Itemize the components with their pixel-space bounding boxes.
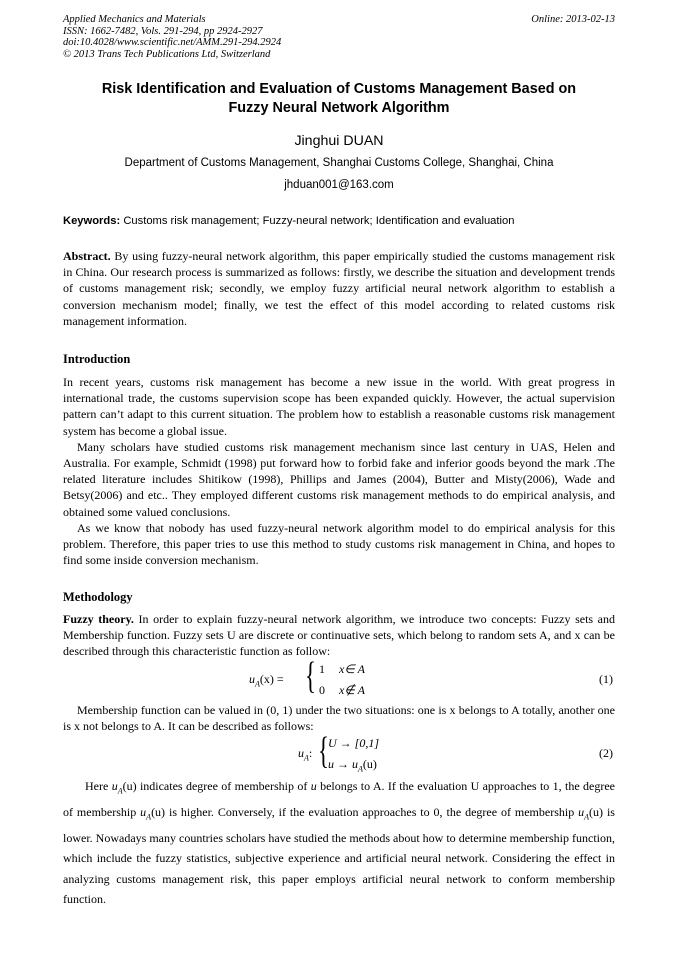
inline-uA-1 bbox=[111, 779, 137, 796]
final-text-e: is lower. Nowadays many countries scholars have studied the methods about how to determine membership function, which include the fuzzy statistics, subjective experience and artificial neural network. Considering the effect in analyzing customs management risk, this paper employs artificial neural network to conform membership function. bbox=[63, 804, 615, 907]
inline-uA-2-arg: (u) bbox=[151, 804, 166, 819]
eq2-line-2b: (u) bbox=[362, 757, 377, 771]
inline-uA-3-sub: A bbox=[584, 812, 590, 822]
fuzzy-theory-paragraph bbox=[63, 611, 615, 660]
keywords bbox=[63, 214, 615, 229]
equation-2: $u_A$: { U → [0,1] $u \to u_A(u)$ bbox=[298, 730, 380, 774]
author-affiliation: Department of Customs Management, Shanghai Customs College, Shanghai, China bbox=[124, 157, 554, 169]
intro-paragraph-1: In recent years, customs risk management has become a new issue in the world. With great progress in international trade, the customs supervision scope has been expanded quickly. However, the actual supervision pattern can’t adapt to this current situation. The problem how to establish a reasonable customs risk management system has become a global issue. bbox=[63, 375, 615, 438]
online-date: Online: 2013-02-13 bbox=[531, 14, 615, 25]
journal-name: Applied Mechanics and Materials bbox=[63, 14, 206, 25]
abstract-text: By using fuzzy-neural network algorithm, this paper empirically studied the customs management risk in China. Our research process is summarized as follows: firstly, we describe the situation and development trends of customs management risk; secondly, we employ fuzzy artificial neural network algorithm to establish a conversion mechanism model; finally, we test the effect of this model according to related customs risk management information. bbox=[63, 249, 615, 328]
intro-paragraph-3: As we know that nobody has used fuzzy-neural network algorithm model to do empirical analysis for this problem. Therefore, this paper tries to use this method to study customs risk management in China, and hopes to find some inside conversion mechanism. bbox=[63, 520, 615, 568]
eq1-case2-value: 0 bbox=[319, 683, 325, 697]
eq1-case1-value: 1 bbox=[319, 662, 325, 676]
inline-uA-2-u: u bbox=[140, 804, 147, 819]
journal-header bbox=[63, 14, 615, 60]
eq1-case2-condition: x∉ A bbox=[339, 683, 365, 697]
eq1-lhs: u bbox=[249, 672, 255, 686]
equation-2-number: (2) bbox=[599, 746, 613, 760]
equation-1: $u_A(x)$ = { 1 x∈ A 0 x∉ A bbox=[249, 655, 365, 697]
membership-text: Membership function can be valued in (0, 1) under the two situations: one is x belongs to A totally, another one is x not belongs to A. It can be described as follows: bbox=[63, 703, 615, 734]
inline-uA-2 bbox=[140, 804, 166, 822]
final-paragraph bbox=[63, 776, 615, 910]
fuzzy-theory-text: In order to explain fuzzy-neural network algorithm, we introduce two concepts: Fuzzy sets and Membership function. Fuzzy sets U are discrete or continuative sets, which belong to random sets A, and x can be described through this characteristic function as follow: bbox=[63, 612, 615, 659]
inline-uA-1-sub: A bbox=[117, 786, 123, 796]
inline-u: u bbox=[310, 779, 317, 793]
final-text-b: indicates degree of membership of bbox=[136, 779, 311, 793]
doi-line: doi:10.4028/www.scientific.net/AMM.291-294.2924 bbox=[63, 37, 282, 49]
title-line-1: Risk Identification and Evaluation of Customs Management Based on bbox=[101, 81, 577, 97]
final-text-d: is higher. Conversely, if the evaluation approaches to 0, the degree of membership bbox=[165, 804, 579, 819]
eq2-line-1: U → [0,1] bbox=[328, 736, 380, 750]
author-name: Jinghui DUAN bbox=[294, 133, 384, 149]
copyright-line: © 2013 Trans Tech Publications Ltd, Switzerland bbox=[63, 48, 271, 60]
intro-paragraph-2: Many scholars have studied customs risk management mechanism since last century in UAS, Helen and Australia. For example, Schmidt (1998) put forward how to forbid fake and inferior goods beyond the mark .The related literature includes Shitikow (1998), Phillips and James (2004), Butter and Misty(2006), Wade and Betsy(2006) and etc.. They employed different customs risk management methods to do empirical analysis, and obtained some valued conclusions. bbox=[63, 439, 615, 519]
methodology-heading: Methodology bbox=[63, 590, 133, 604]
fuzzy-theory-label: Fuzzy theory. bbox=[63, 612, 134, 626]
issn-line: ISSN: 1662-7482, Vols. 291-294, pp 2924-2927 bbox=[63, 25, 263, 37]
eq2-lhs: u bbox=[298, 746, 304, 760]
inline-uA-3-u: u bbox=[578, 804, 585, 819]
equation-1-number: (1) bbox=[599, 672, 613, 686]
keywords-text: Customs risk management; Fuzzy-neural network; Identification and evaluation bbox=[123, 215, 515, 227]
eq1-arg: (x) = bbox=[259, 672, 284, 686]
eq1-case1-condition: x∈ A bbox=[339, 662, 365, 676]
abstract-label: Abstract. bbox=[63, 249, 111, 263]
eq1-sub: A bbox=[255, 679, 260, 689]
title-line-2: Fuzzy Neural Network Algorithm bbox=[228, 100, 450, 116]
final-text-a: Here bbox=[85, 779, 112, 793]
inline-uA-1-u: u bbox=[111, 779, 118, 793]
abstract bbox=[63, 248, 615, 329]
inline-uA-3 bbox=[578, 804, 604, 822]
inline-uA-3-arg: (u) bbox=[589, 804, 604, 819]
author-email: jhduan001@163.com bbox=[284, 179, 394, 191]
introduction-heading: Introduction bbox=[63, 352, 131, 366]
introduction-body bbox=[63, 374, 615, 568]
eq2-sub: A bbox=[304, 753, 309, 763]
eq2-line-2-sub: A bbox=[358, 764, 363, 774]
paper-title bbox=[63, 80, 615, 118]
final-text-c: belongs to A. If the evaluation U approaches to 1, the degree of membership bbox=[63, 779, 616, 819]
membership-paragraph bbox=[63, 702, 615, 734]
eq2-colon: : bbox=[308, 746, 313, 760]
inline-uA-1-arg: (u) bbox=[122, 779, 137, 793]
inline-uA-2-sub: A bbox=[146, 812, 152, 822]
eq2-line-2a: u → u bbox=[328, 757, 358, 771]
keywords-label: Keywords: bbox=[63, 215, 121, 227]
